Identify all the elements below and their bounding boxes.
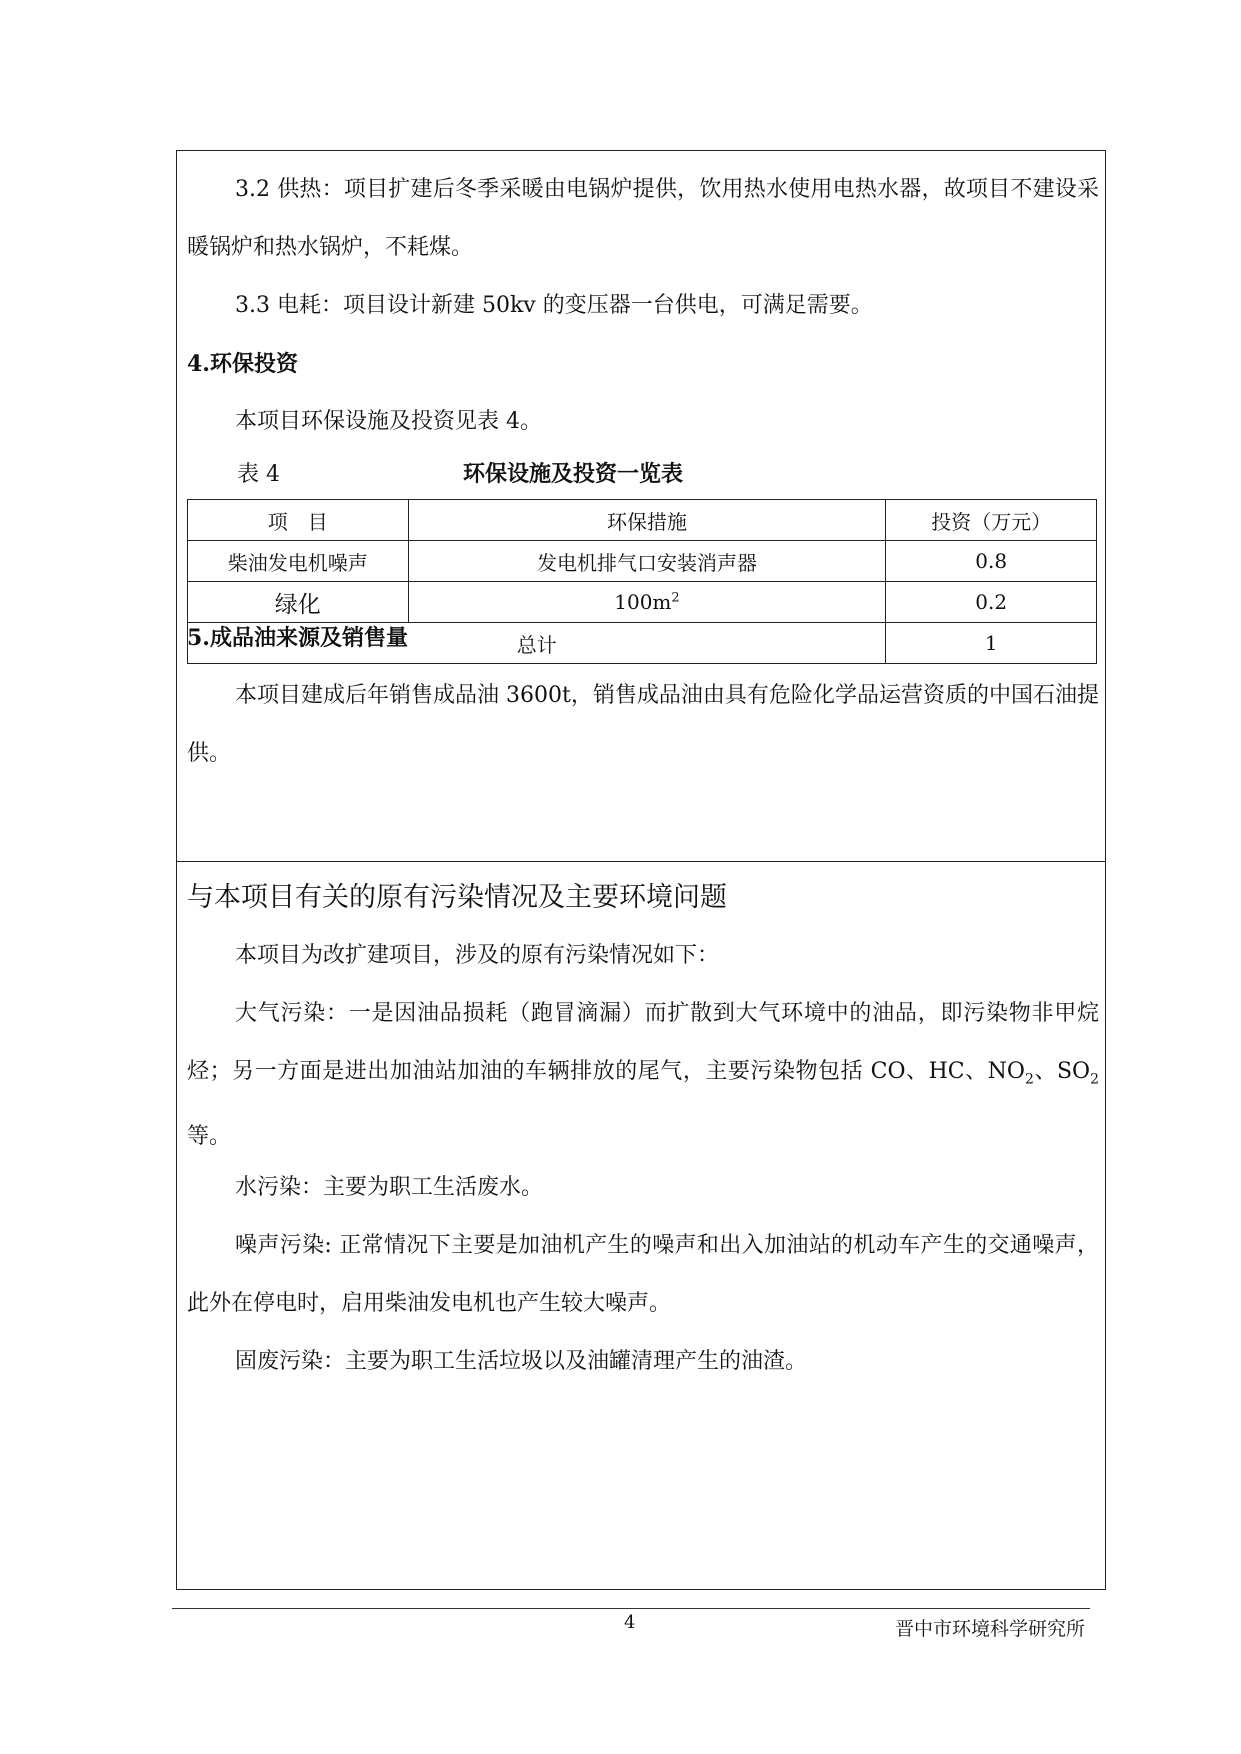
header-item: 项 目	[188, 500, 409, 541]
paragraph-heating: 3.2 供热：项目扩建后冬季采暖由电锅炉提供，饮用热水使用电热水器，故项目不建设采暖锅炉和热水锅炉，不耗煤。	[187, 177, 1099, 260]
cell-investment: 0.8	[886, 541, 1097, 582]
footer-rule	[172, 1608, 1090, 1609]
cell-total-value: 1	[886, 623, 1097, 664]
table-row	[188, 541, 1097, 582]
cell-total-label: 总计	[188, 623, 886, 664]
paragraph-noise-pollution: 噪声污染: 正常情况下主要是加油机产生的噪声和出入加油站的机动车产生的交通噪声，此外在停电时，启用柴油发电机也产生较大噪声。	[187, 1233, 1099, 1316]
cell-item: 柴油发电机噪声	[188, 541, 409, 582]
table-header-row	[188, 500, 1097, 541]
so2-subscript: 2	[1090, 1071, 1100, 1088]
paragraph-power: 3.3 电耗：项目设计新建 50kv 的变压器一台供电，可满足需要。	[235, 293, 873, 318]
area-value: 100m	[614, 590, 672, 614]
air-text-end: 等。	[187, 1124, 232, 1150]
paragraph-intro: 本项目为改扩建项目，涉及的原有污染情况如下：	[235, 943, 720, 968]
report-frame	[176, 150, 1106, 1590]
paragraph-oil-source: 本项目建成后年销售成品油 3600t，销售成品油由具有危险化学品运营资质的中国石油提供。	[187, 683, 1099, 766]
heading-env-investment: 4.环保投资	[187, 351, 298, 377]
header-measure: 环保措施	[408, 500, 886, 541]
table-caption	[187, 451, 1099, 491]
area-unit-superscript: 2	[671, 590, 680, 606]
paragraph-water-pollution: 水污染：主要为职工生活废水。	[235, 1175, 544, 1200]
cell-investment: 0.2	[886, 582, 1097, 623]
header-investment: 投资（万元）	[886, 500, 1097, 541]
page-number: 4	[624, 1612, 636, 1633]
cell-measure: 发电机排气口安装消声器	[408, 541, 886, 582]
air-text: 大气污染：一是因油品损耗（跑冒滴漏）而扩散到大气环境中的油品，即污染物非甲烷烃；另一方面是进出加油站加油的车辆排放的尾气，主要污染物包括 CO、HC、NO	[187, 1001, 1099, 1084]
cell-item: 绿化	[188, 582, 409, 623]
air-text-mid: 、SO	[1033, 1059, 1091, 1084]
paragraph-solid-waste: 固废污染：主要为职工生活垃圾以及油罐清理产生的油渣。	[235, 1349, 808, 1374]
footer-organization: 晋中市环境科学研究所	[894, 1618, 1085, 1640]
paragraph-investment: 本项目环保设施及投资见表 4。	[235, 409, 542, 434]
heading-oil-source: 5.成品油来源及销售量	[187, 625, 408, 651]
table-caption-title: 环保设施及投资一览表	[463, 461, 684, 487]
paragraph-air-pollution	[187, 985, 1099, 1166]
no2-subscript: 2	[1024, 1071, 1034, 1088]
heading-existing-pollution: 与本项目有关的原有污染情况及主要环境问题	[187, 882, 727, 913]
table-caption-number: 表 4	[237, 462, 280, 487]
section-divider	[177, 861, 1105, 862]
